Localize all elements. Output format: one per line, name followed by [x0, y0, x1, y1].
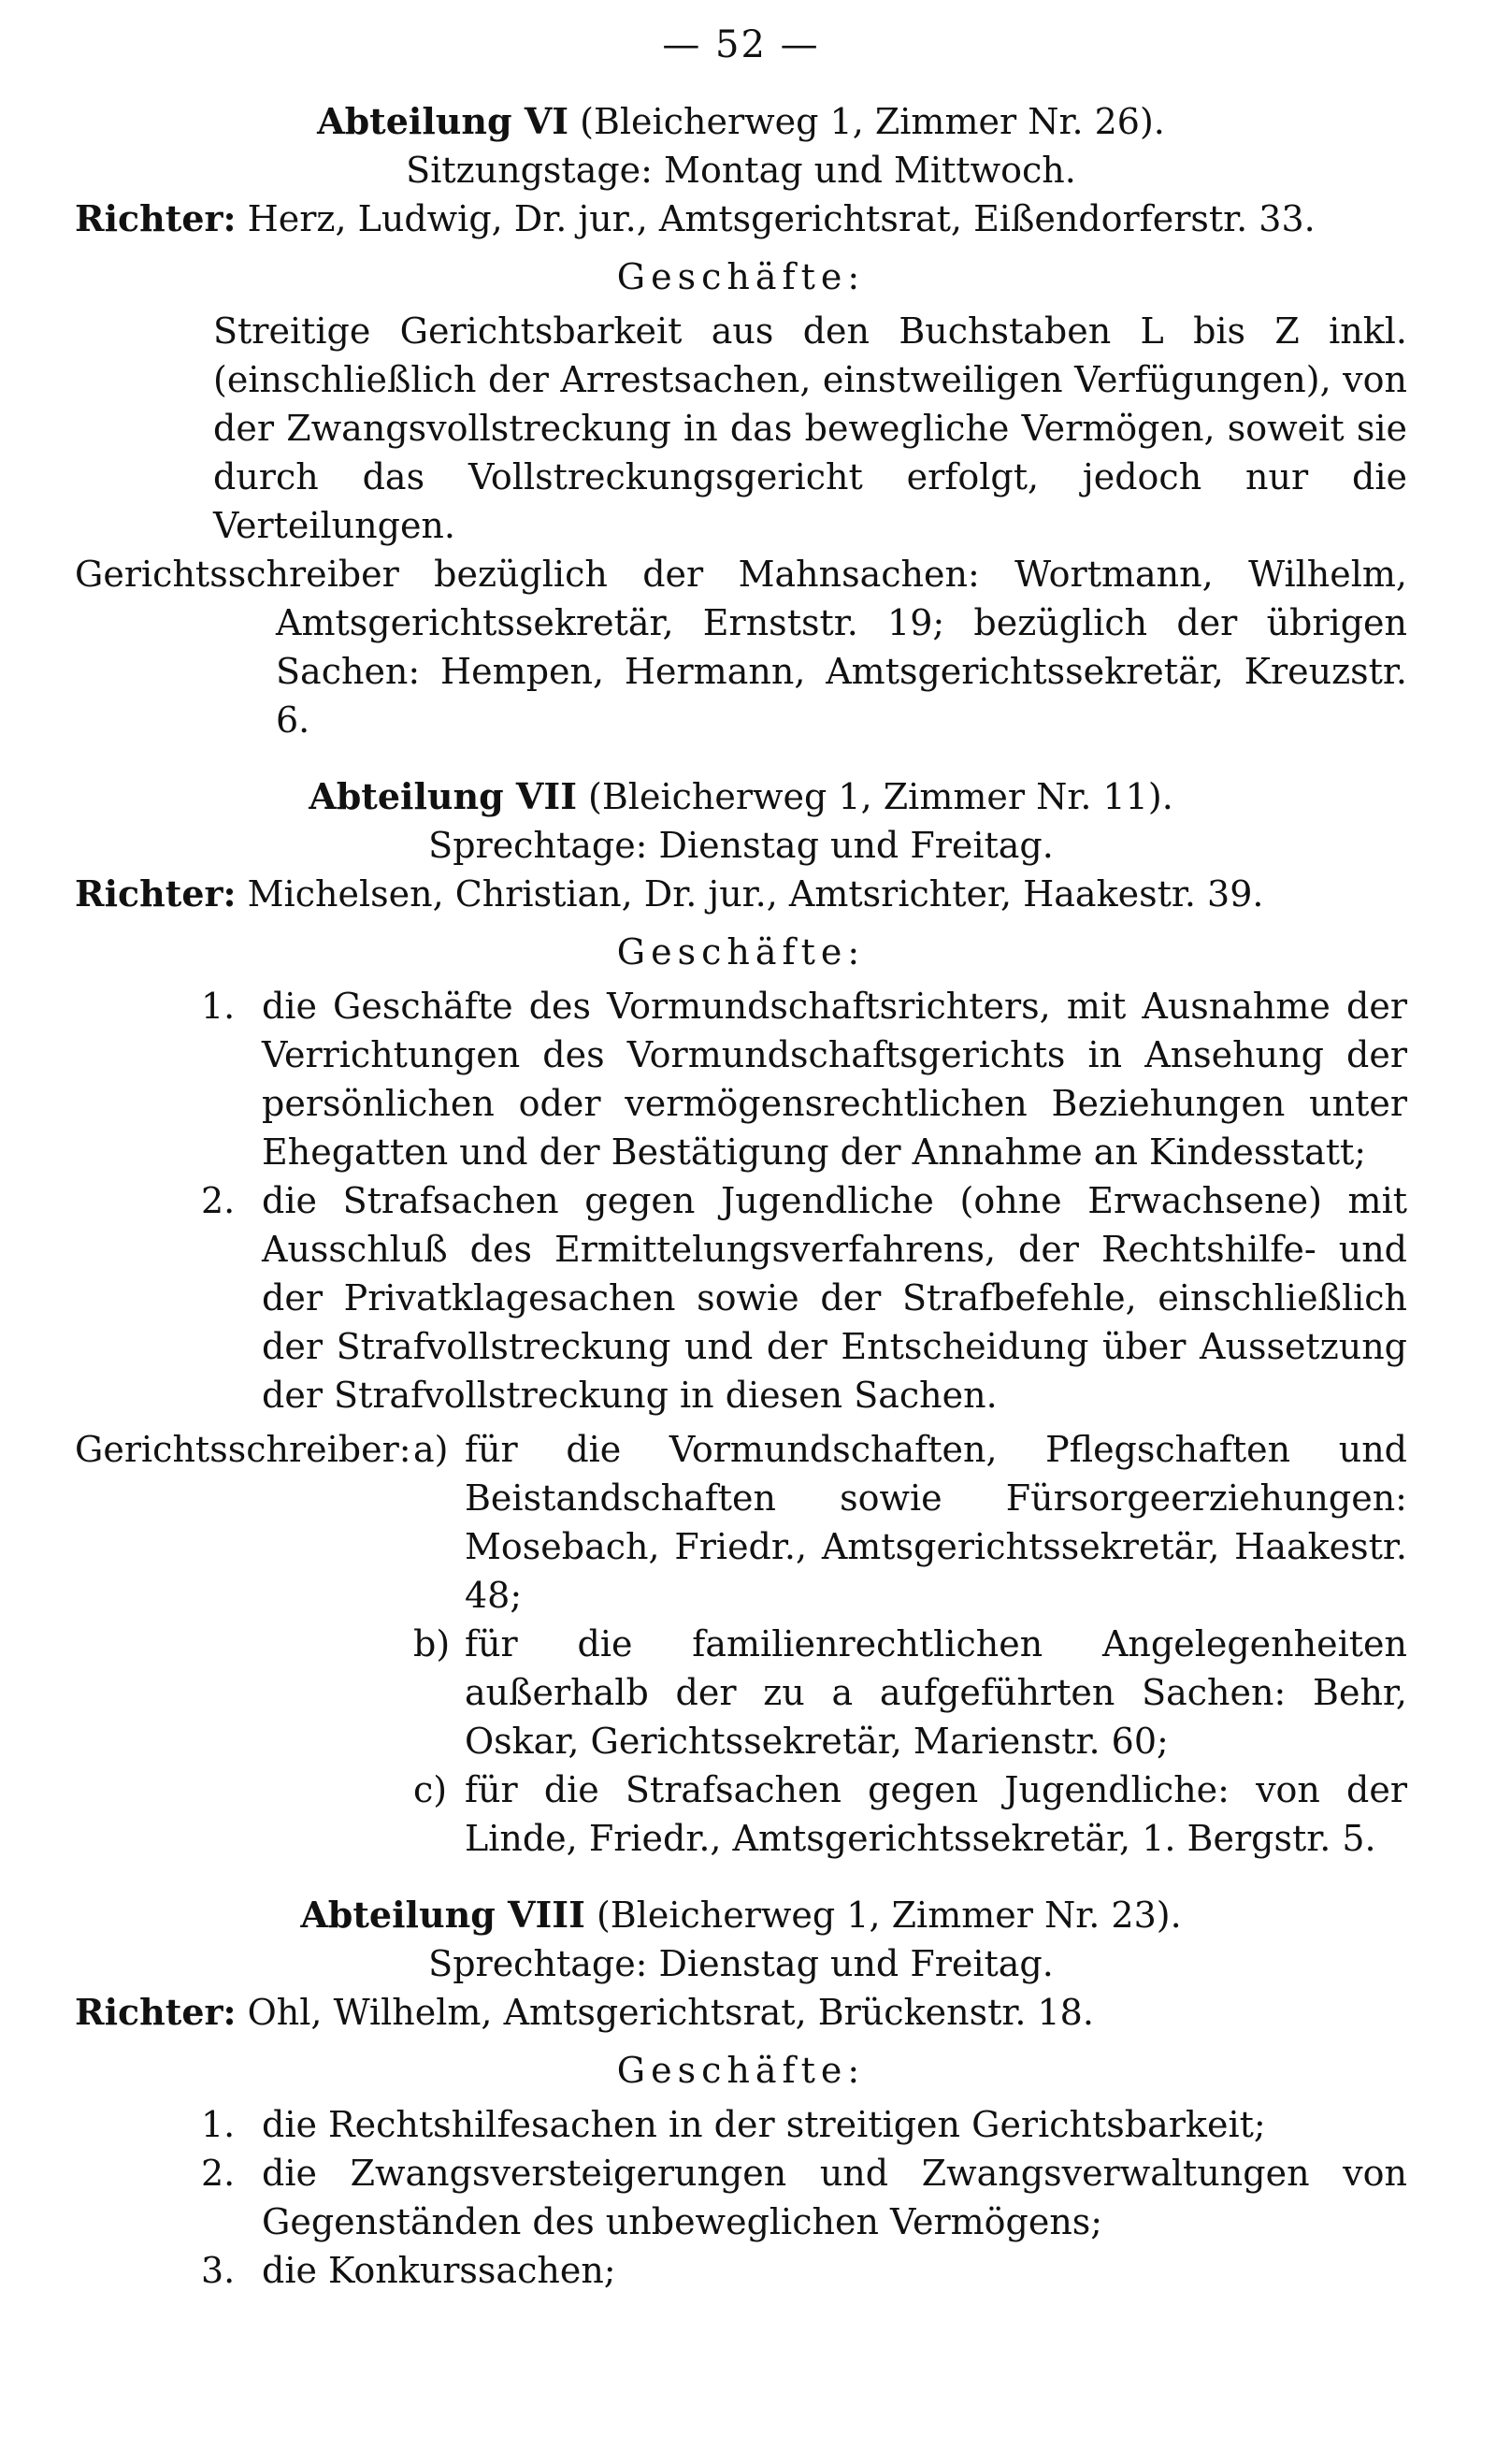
business-heading: Geschäfte:	[616, 2050, 866, 2091]
business-heading: Geschäfte:	[616, 931, 866, 973]
judge-line	[75, 870, 1407, 918]
list-item-text: die Konkurssachen;	[262, 2250, 616, 2291]
list-item-text: die Strafsachen gegen Jugendliche (ohne Erwachsene) mit Ausschluß des Ermittelungsverfahrens, der Rechtshilfe- und der Privatklagesachen sowie der Strafbefehle, einschließlich der Strafvollstreckung und der Entscheidung über Aussetzung der Strafvollstreckung in diesen Sachen.	[262, 1180, 1407, 1416]
list-item	[201, 2246, 1407, 2295]
business-list	[75, 982, 1407, 1419]
clerk-text: Gerichtsschreiber bezüglich der Mahnsachen: Wortmann, Wilhelm, Amtsgerichtssekretär, Ernststr. 19; bezüglich der übrigen Sachen: Hempen, Hermann, Amtsgerichtssekretär, Kreuzstr. 6.	[75, 554, 1407, 741]
section-abteilung-viii	[75, 1891, 1407, 2295]
clerk-item	[413, 1425, 1407, 1620]
clerk-item-text: für die familienrechtlichen Angelegenheiten außerhalb der zu a aufgeführten Sachen: Behr, Oskar, Gerichtssekretär, Marienstr. 60;	[465, 1623, 1407, 1762]
list-item-number: 2.	[201, 1180, 236, 1221]
list-item	[201, 1176, 1407, 1419]
judge-label: Richter:	[75, 1991, 237, 2033]
judge-name: Michelsen, Christian, Dr. jur., Amtsrichter, Haakestr. 39.	[236, 873, 1264, 915]
section-abteilung-vii	[75, 772, 1407, 1863]
clerk-item-text: für die Vormundschaften, Pflegschaften und Beistandschaften sowie Fürsorgeerziehungen: Mosebach, Friedr., Amtsgerichtssekretär, Haakestr. 48;	[465, 1429, 1407, 1616]
clerk-item-text: für die Strafsachen gegen Jugendliche: von der Linde, Friedr., Amtsgerichtssekretär, 1. Bergstr. 5.	[465, 1769, 1407, 1859]
list-item	[201, 982, 1407, 1176]
page-number: — 52 —	[662, 23, 820, 66]
business-text: Streitige Gerichtsbarkeit aus den Buchstaben L bis Z inkl. (einschließlich der Arrestsachen, einstweiligen Verfügungen), von der Zwangsvollstreckung in das bewegliche Vermögen, soweit sie durch das Vollstreckungsgericht erfolgt, jedoch nur die Verteilungen.	[213, 310, 1407, 546]
section-abteilung-vi	[75, 97, 1407, 744]
section-title	[75, 97, 1407, 146]
list-item-number: 1.	[201, 986, 236, 1027]
session-days: Sprechtage: Dienstag und Freitag.	[428, 1943, 1054, 1984]
clerk-list	[75, 1425, 1407, 1863]
session-days: Sitzungstage: Montag und Mittwoch.	[406, 150, 1076, 191]
section-title-strong: Abteilung VI	[317, 100, 569, 142]
business-list	[75, 2100, 1407, 2295]
list-item-text: die Zwangsversteigerungen und Zwangsverwaltungen von Gegenständen des unbeweglichen Vermögens;	[262, 2153, 1407, 2242]
judge-name: Ohl, Wilhelm, Amtsgerichtsrat, Brückenstr. 18.	[236, 1992, 1094, 2033]
clerk-item-letter: c)	[413, 1769, 448, 1810]
section-title-strong: Abteilung VIII	[300, 1894, 585, 1936]
list-item-text: die Geschäfte des Vormundschaftsrichters, mit Ausnahme der Verrichtungen des Vormundschaftsgerichts in Ansehung der persönlichen oder vermögensrechtlichen Beziehungen unter Ehegatten und der Bestätigung der Annahme an Kindesstatt;	[262, 986, 1407, 1173]
clerk-label: Gerichtsschreiber:	[75, 1429, 411, 1470]
judge-label: Richter:	[75, 872, 237, 915]
list-item	[201, 2149, 1407, 2246]
session-days: Sprechtage: Dienstag und Freitag.	[428, 825, 1054, 866]
list-item-number: 3.	[201, 2250, 236, 2291]
section-title	[75, 772, 1407, 821]
clerk-item-letter: b)	[413, 1623, 451, 1664]
list-item-number: 1.	[201, 2104, 236, 2145]
clerk-item	[413, 1620, 1407, 1765]
list-item	[201, 2100, 1407, 2149]
section-title	[75, 1891, 1407, 1939]
list-item-text: die Rechtshilfesachen in der streitigen Gerichtsbarkeit;	[262, 2104, 1266, 2145]
judge-name: Herz, Ludwig, Dr. jur., Amtsgerichtsrat, Eißendorferstr. 33.	[236, 198, 1316, 239]
section-title-location: (Bleicherweg 1, Zimmer Nr. 26).	[568, 101, 1165, 142]
section-title-strong: Abteilung VII	[309, 775, 577, 817]
judge-line	[75, 195, 1407, 243]
business-heading: Geschäfte:	[616, 256, 866, 297]
judge-line	[75, 1988, 1407, 2037]
list-item-number: 2.	[201, 2153, 236, 2194]
judge-label: Richter:	[75, 197, 237, 239]
section-title-location: (Bleicherweg 1, Zimmer Nr. 23).	[584, 1895, 1182, 1936]
clerk-item	[413, 1765, 1407, 1863]
clerk-item-letter: a)	[413, 1429, 449, 1470]
clerk-block	[75, 1425, 1407, 1863]
section-title-location: (Bleicherweg 1, Zimmer Nr. 11).	[576, 776, 1173, 817]
